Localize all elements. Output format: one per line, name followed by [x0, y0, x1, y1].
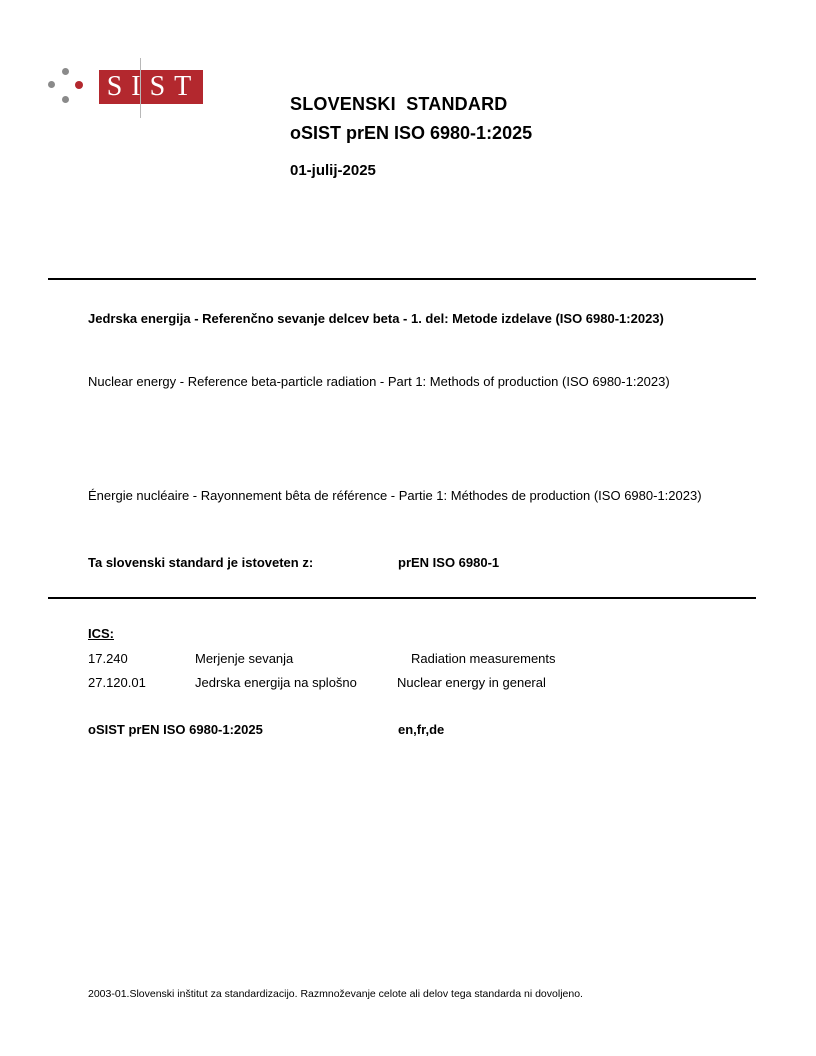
logo-dot — [48, 81, 55, 88]
ics-english: Nuclear energy in general — [397, 675, 546, 690]
table-row — [88, 651, 688, 667]
title-french: Énergie nucléaire - Rayonnement bêta de référence - Partie 1: Méthodes de production (ISO 6980-1:2023) — [88, 488, 702, 503]
logo-dot — [62, 96, 69, 103]
identity-value: prEN ISO 6980-1 — [398, 555, 500, 570]
copyright-footer: 2003-01.Slovenski inštitut za standardizacijo. Razmnoževanje celote ali delov tega standarda ni dovoljeno. — [88, 988, 583, 1000]
ics-code: 17.240 — [88, 651, 128, 666]
summary-code: oSIST prEN ISO 6980-1:2025 — [88, 722, 263, 737]
divider-bottom — [48, 597, 756, 599]
standard-code: oSIST prEN ISO 6980-1:2025 — [290, 123, 533, 143]
ics-slovenian: Jedrska energija na splošno — [195, 675, 357, 690]
ics-heading: ICS: — [88, 626, 114, 641]
ics-english: Radiation measurements — [411, 651, 556, 666]
ics-code: 27.120.01 — [88, 675, 146, 690]
logo-dot — [75, 81, 83, 89]
title-slovenian: Jedrska energija - Referenčno sevanje delcev beta - 1. del: Metode izdelave (ISO 6980-1:2023) — [88, 311, 664, 326]
logo-dots — [48, 68, 84, 108]
standard-heading: SLOVENSKI STANDARD — [290, 94, 508, 114]
title-english: Nuclear energy - Reference beta-particle radiation - Part 1: Methods of production (ISO 6980-1:2023) — [88, 374, 670, 389]
logo-dot — [62, 68, 69, 75]
table-row — [88, 675, 688, 691]
identity-label: Ta slovenski standard je istoveten z: — [88, 555, 314, 570]
summary-languages: en,fr,de — [398, 722, 445, 737]
logo-text: SIST — [106, 71, 201, 102]
publication-date: 01-julij-2025 — [290, 162, 376, 179]
divider-top — [48, 278, 756, 280]
ics-slovenian: Merjenje sevanja — [195, 651, 294, 666]
